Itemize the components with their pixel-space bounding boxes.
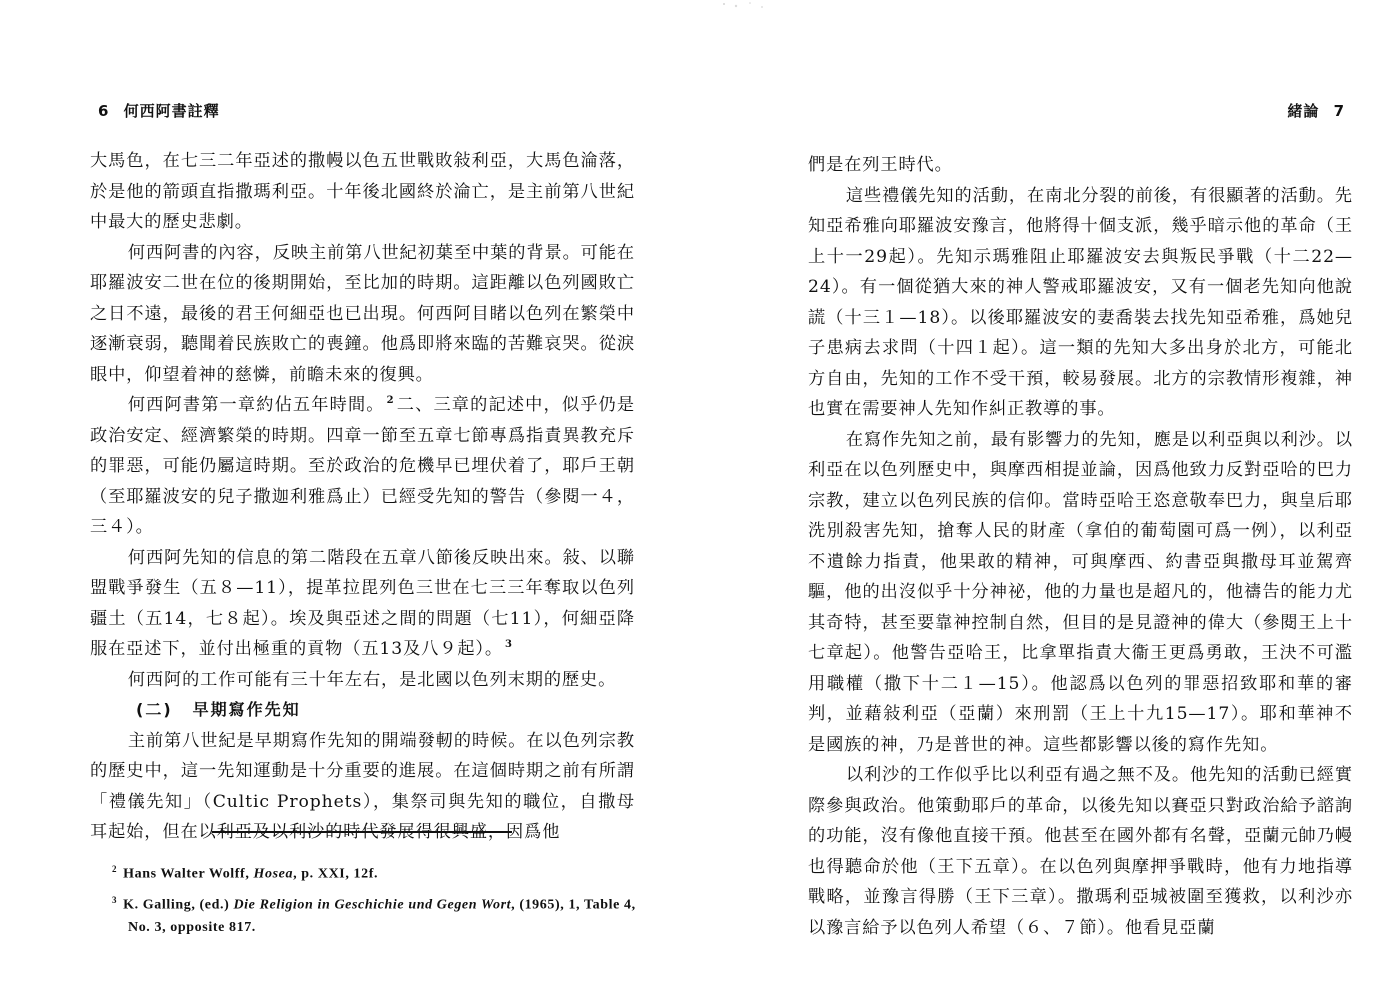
- footnote-ref: 3: [505, 639, 513, 651]
- right-body-text: [808, 150, 1353, 943]
- right-page: [808, 0, 1353, 1003]
- chapter-title: 緒論: [1287, 102, 1320, 120]
- footnote-text: Hans Walter Wolff,: [123, 866, 254, 882]
- section-number: (二): [136, 700, 173, 719]
- footnote-text: , (1965), 1, Table 4, No. 3, opposite 817.: [128, 897, 636, 936]
- left-body-text: [90, 146, 635, 848]
- paragraph: 大馬色，在七三二年亞述的撒幔以色五世戰敗敍利亞，大馬色淪落，於是他的箭頭直指撒瑪利亞。十年後北國終於淪亡，是主前第八世紀中最大的歷史悲劇。: [90, 151, 635, 232]
- paragraph: 以利沙的工作似乎比以利亞有過之無不及。他先知的活動已經實際參與政治。他策動耶戶的革命，以後先知以賽亞只對政治給予諮詢的功能，沒有像他直接干預。他甚至在國外都有名聲，亞蘭元帥乃幔也得聽命於他（王下五章）。在以色列與摩押爭戰時，他有力地指導戰略，並豫言得勝（王下三章）。撒瑪利亞城被圍至獲救，以利沙亦以豫言給予以色列人希望（６、７節）。他看見亞蘭: [808, 765, 1353, 938]
- paragraph: [90, 543, 635, 665]
- footnote-title: Hosea: [253, 866, 294, 882]
- paragraph: 這些禮儀先知的活動，在南北分裂的前後，有很顯著的活動。先知亞希雅向耶羅波安豫言，他將得十個支派，幾乎暗示他的革命（王上十一29起）。先知示瑪雅阻止耶羅波安去與叛民爭戰（十二22—24）。有一個從猶大來的神人警戒耶羅波安，又有一個老先知向他說謊（十三１—18）。以後耶羅波安的妻喬裝去找先知亞希雅，爲她兒子患病去求問（十四１起）。這一類的先知大多出身於北方，可能北方自由，先知的工作不受干預，較易發展。北方的宗教情形複雜，神也實在需要神人先知作糾正教導的事。: [808, 185, 1353, 419]
- paragraph: 們是在列王時代。: [808, 155, 953, 175]
- footnote-title: Die Religion in Geschichie und Gegen Wort: [233, 897, 512, 913]
- right-running-head: [1287, 100, 1353, 121]
- left-page: [90, 0, 635, 1003]
- footnote-rule: [212, 831, 512, 833]
- paragraph: 何西阿書的內容，反映主前第八世紀初葉至中葉的背景。可能在耶羅波安二世在位的後期開始，至比加的時期。這距離以色列國敗亡之日不遠，最後的君王何細亞也已出現。何西阿目睹以色列在繁榮中逐漸衰弱，聽聞着民族敗亡的喪鐘。他爲即將來臨的苦難哀哭。從淚眼中，仰望着神的慈憐，前瞻未來的復興。: [90, 242, 635, 385]
- paragraph: 主前第八世紀是早期寫作先知的開端發軔的時候。在以色列宗教的歷史中，這一先知運動是十分重要的進展。在這個時期之前有所謂「禮儀先知」（Cultic Prophets），集祭司與先知的職位，自撒母耳起始，但在以利亞及以利沙的時代發展得很興盛，因爲他: [90, 730, 635, 842]
- footnote-item: [112, 889, 652, 940]
- left-running-head: [90, 100, 220, 121]
- paragraph-text: 二、三章的記述中，似乎仍是政治安定、經濟繁榮的時期。四章一節至五章七節專爲指責異教充斥的罪惡，可能仍屬這時期。至於政治的危機早已埋伏着了，耶戶王朝（至耶羅波安的兒子撒迦利雅爲止）已經受先知的警告（參閱一４，三４）。: [90, 395, 635, 537]
- footnote-mark: 2: [112, 864, 118, 874]
- paragraph-text: 何西阿先知的信息的第二階段在五章八節後反映出來。敍、以聯盟戰爭發生（五８—11），提革拉毘列色三世在七三三年奪取以色列疆土（五14，七８起）。埃及與亞述之間的問題（七11），何細亞降服在亞述下，並付出極重的貢物（五13及八９起）。: [90, 547, 635, 659]
- footnote-text: K. Galling, (ed.): [123, 897, 234, 913]
- paragraph: [90, 390, 635, 543]
- section-title: 早期寫作先知: [192, 700, 301, 719]
- footnote-item: [112, 858, 652, 886]
- paragraph-text: 何西阿書第一章約佔五年時間。: [127, 395, 385, 415]
- paragraph: 何西阿的工作可能有三十年左右，是北國以色列末期的歷史。: [127, 669, 617, 690]
- paragraph: 在寫作先知之前，最有影響力的先知，應是以利亞與以利沙。以利亞在以色列歷史中，與摩西相提並論，因爲他致力反對亞哈的巴力宗教，建立以色列民族的信仰。當時亞哈王恣意敬奉巴力，與皇后耶洗別殺害先知，搶奪人民的財產（拿伯的葡萄園可爲一例），以利亞不遺餘力指責，他果敢的精神，可與摩西、約書亞與撒母耳並駕齊驅，他的出沒似乎十分神祕，他的力量也是超凡的，他禱告的能力尤其奇特，甚至要靠神控制自然，但目的是見證神的偉大（參閱王上十七章起）。他警告亞哈王，比拿單指責大衞王更爲勇敢，王決不可濫用職權（撒下十二１—15）。他認爲以色列的罪惡招致耶和華的審判，並藉敍利亞（亞蘭）來刑罰（王上十九15—17）。耶和華神不是國族的神，乃是普世的神。這些都影響以後的寫作先知。: [808, 429, 1353, 755]
- section-heading: [90, 695, 635, 726]
- right-page-number: 7: [1333, 102, 1345, 120]
- footnote-text: , p. XXI, 12f.: [293, 866, 379, 882]
- scan-artifact: [716, 0, 772, 12]
- book-title: 何西阿書註釋: [123, 102, 220, 120]
- footnotes: [112, 858, 652, 942]
- left-page-number: 6: [98, 102, 110, 120]
- footnote-mark: 3: [112, 894, 118, 905]
- footnote-ref: 2: [386, 395, 395, 407]
